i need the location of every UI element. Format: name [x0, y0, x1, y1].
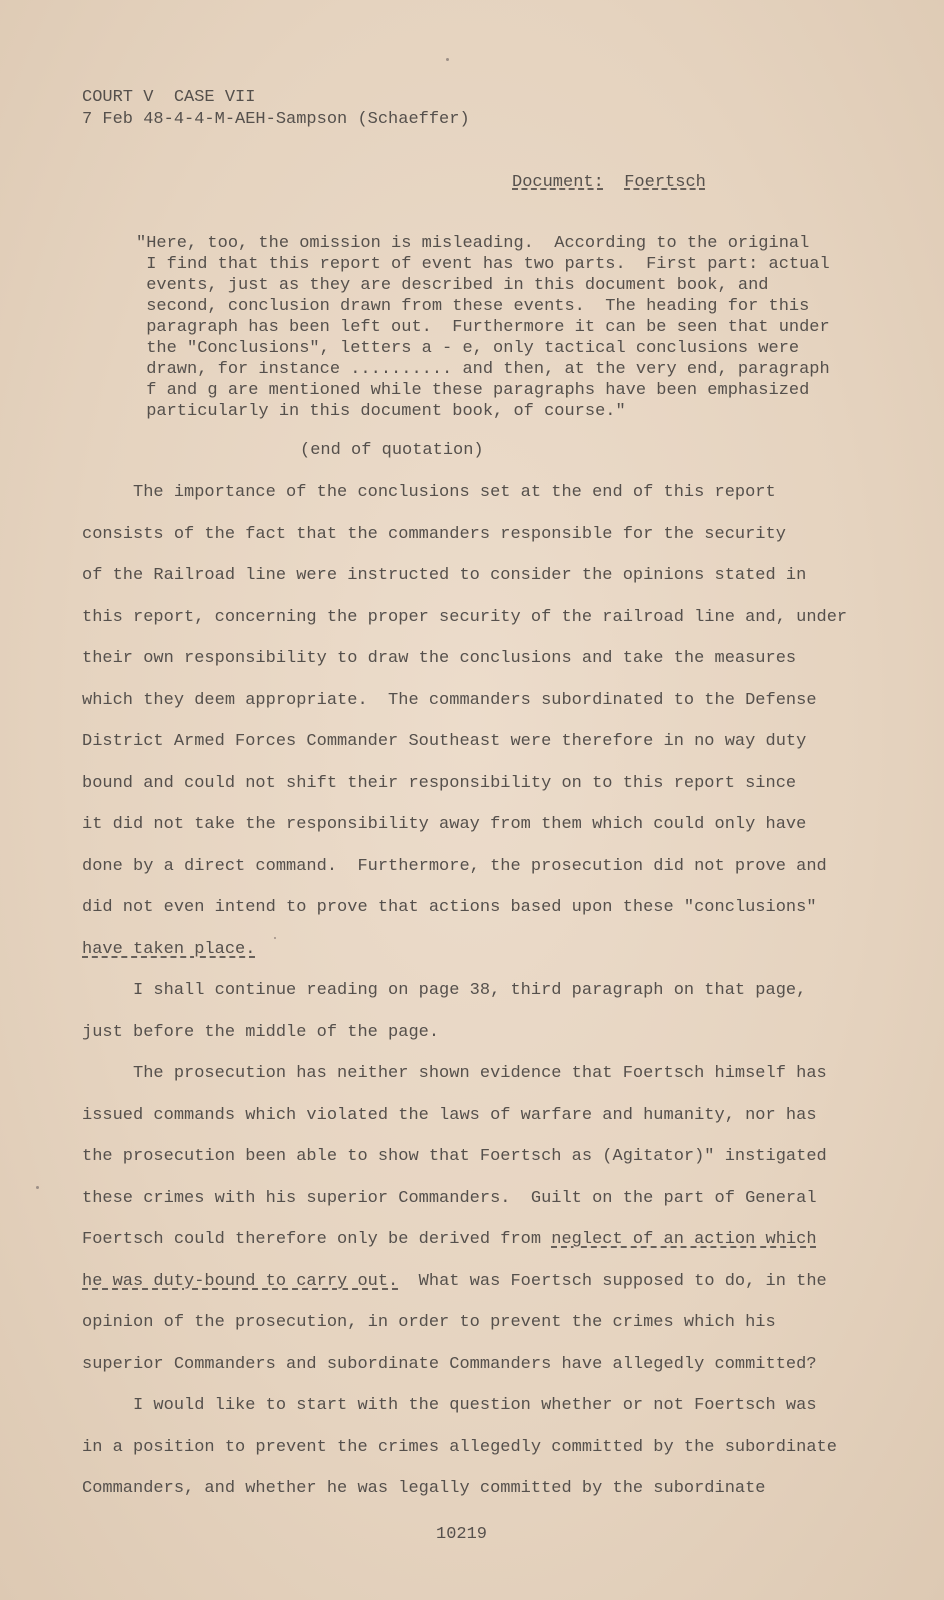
- body-line: just before the middle of the page.: [82, 1022, 440, 1042]
- body-line: bound and could not shift their responsibility on to this report since: [82, 773, 797, 793]
- body-line: in a position to prevent the crimes allegedly committed by the subordinate: [82, 1437, 837, 1457]
- body-line: [82, 1271, 862, 1313]
- underlined-phrase: he was duty-bound to carry out.: [82, 1271, 399, 1291]
- body-line: these crimes with his superior Commanders. Guilt on the part of General: [82, 1188, 817, 1208]
- body-line: issued commands which violated the laws of warfare and humanity, nor has: [82, 1105, 817, 1125]
- body-line: the prosecution been able to show that Foertsch as (Agitator)" instigated: [82, 1147, 827, 1166]
- quote-line: the "Conclusions", letters a - e, only tactical conclusions were: [136, 339, 800, 358]
- quoted-passage: [136, 233, 856, 422]
- body-line: which they deem appropriate. The commanders subordinated to the Defense: [82, 690, 817, 710]
- document-label-prefix: Document:: [512, 173, 604, 192]
- body-line: The importance of the conclusions set at the end of this report: [82, 483, 776, 502]
- body-line: did not even intend to prove that actions based upon these "conclusions": [82, 898, 817, 917]
- body-line: done by a direct command. Furthermore, the prosecution did not prove and: [82, 856, 827, 876]
- quote-line: second, conclusion drawn from these events. The heading for this: [136, 297, 810, 316]
- date-reference-line: 7 Feb 48-4-4-M-AEH-Sampson (Schaeffer): [82, 110, 470, 129]
- body-line: superior Commanders and subordinate Commanders have allegedly committed?: [82, 1354, 817, 1374]
- quote-line: I find that this report of event has two parts. First part: actual: [136, 255, 830, 274]
- body-line: [82, 1229, 862, 1271]
- body-line: Commanders, and whether he was legally committed by the subordinate: [82, 1479, 766, 1498]
- body-line: I shall continue reading on page 38, third paragraph on that page,: [82, 981, 807, 1000]
- document-label: [512, 173, 706, 192]
- underlined-phrase: have taken place.: [82, 939, 256, 959]
- quote-line: f and g are mentioned while these paragraphs have been emphasized: [136, 381, 810, 400]
- body-line: District Armed Forces Commander Southeast were therefore in no way duty: [82, 732, 807, 751]
- body-line: of the Railroad line were instructed to consider the opinions stated in: [82, 566, 807, 585]
- page-number: 10219: [436, 1525, 488, 1544]
- paper-speck: [36, 1186, 39, 1189]
- quote-line: "Here, too, the omission is misleading. According to the original: [136, 234, 810, 253]
- body-line: [82, 939, 862, 981]
- body-line: their own responsibility to draw the conclusions and take the measures: [82, 649, 797, 668]
- body-line: this report, concerning the proper security of the railroad line and, under: [82, 607, 848, 627]
- body-line-text: Foertsch could therefore only be derived from: [82, 1230, 552, 1249]
- end-of-quotation-note: (end of quotation): [300, 441, 484, 460]
- underlined-phrase: neglect of an action which: [551, 1230, 817, 1249]
- document-label-name: Foertsch: [624, 173, 706, 192]
- body-text: [82, 482, 862, 1520]
- quote-line: paragraph has been left out. Furthermore it can be seen that under: [136, 318, 830, 337]
- body-line: it did not take the responsibility away from them which could only have: [82, 815, 807, 834]
- quote-line: events, just as they are described in this document book, and: [136, 276, 769, 295]
- body-line: The prosecution has neither shown evidence that Foertsch himself has: [82, 1064, 827, 1083]
- court-case-heading: COURT V CASE VII: [82, 88, 256, 107]
- body-line: consists of the fact that the commanders responsible for the security: [82, 524, 786, 544]
- paper-speck: [446, 58, 449, 61]
- body-line: opinion of the prosecution, in order to prevent the crimes which his: [82, 1313, 776, 1332]
- body-line-text: What was Foertsch supposed to do, in the: [398, 1271, 827, 1291]
- quote-line: particularly in this document book, of course.": [136, 402, 626, 421]
- body-line: I would like to start with the question whether or not Foertsch was: [82, 1396, 817, 1415]
- paper-speck: [274, 937, 276, 939]
- quote-line: drawn, for instance .......... and then, at the very end, paragraph: [136, 360, 830, 379]
